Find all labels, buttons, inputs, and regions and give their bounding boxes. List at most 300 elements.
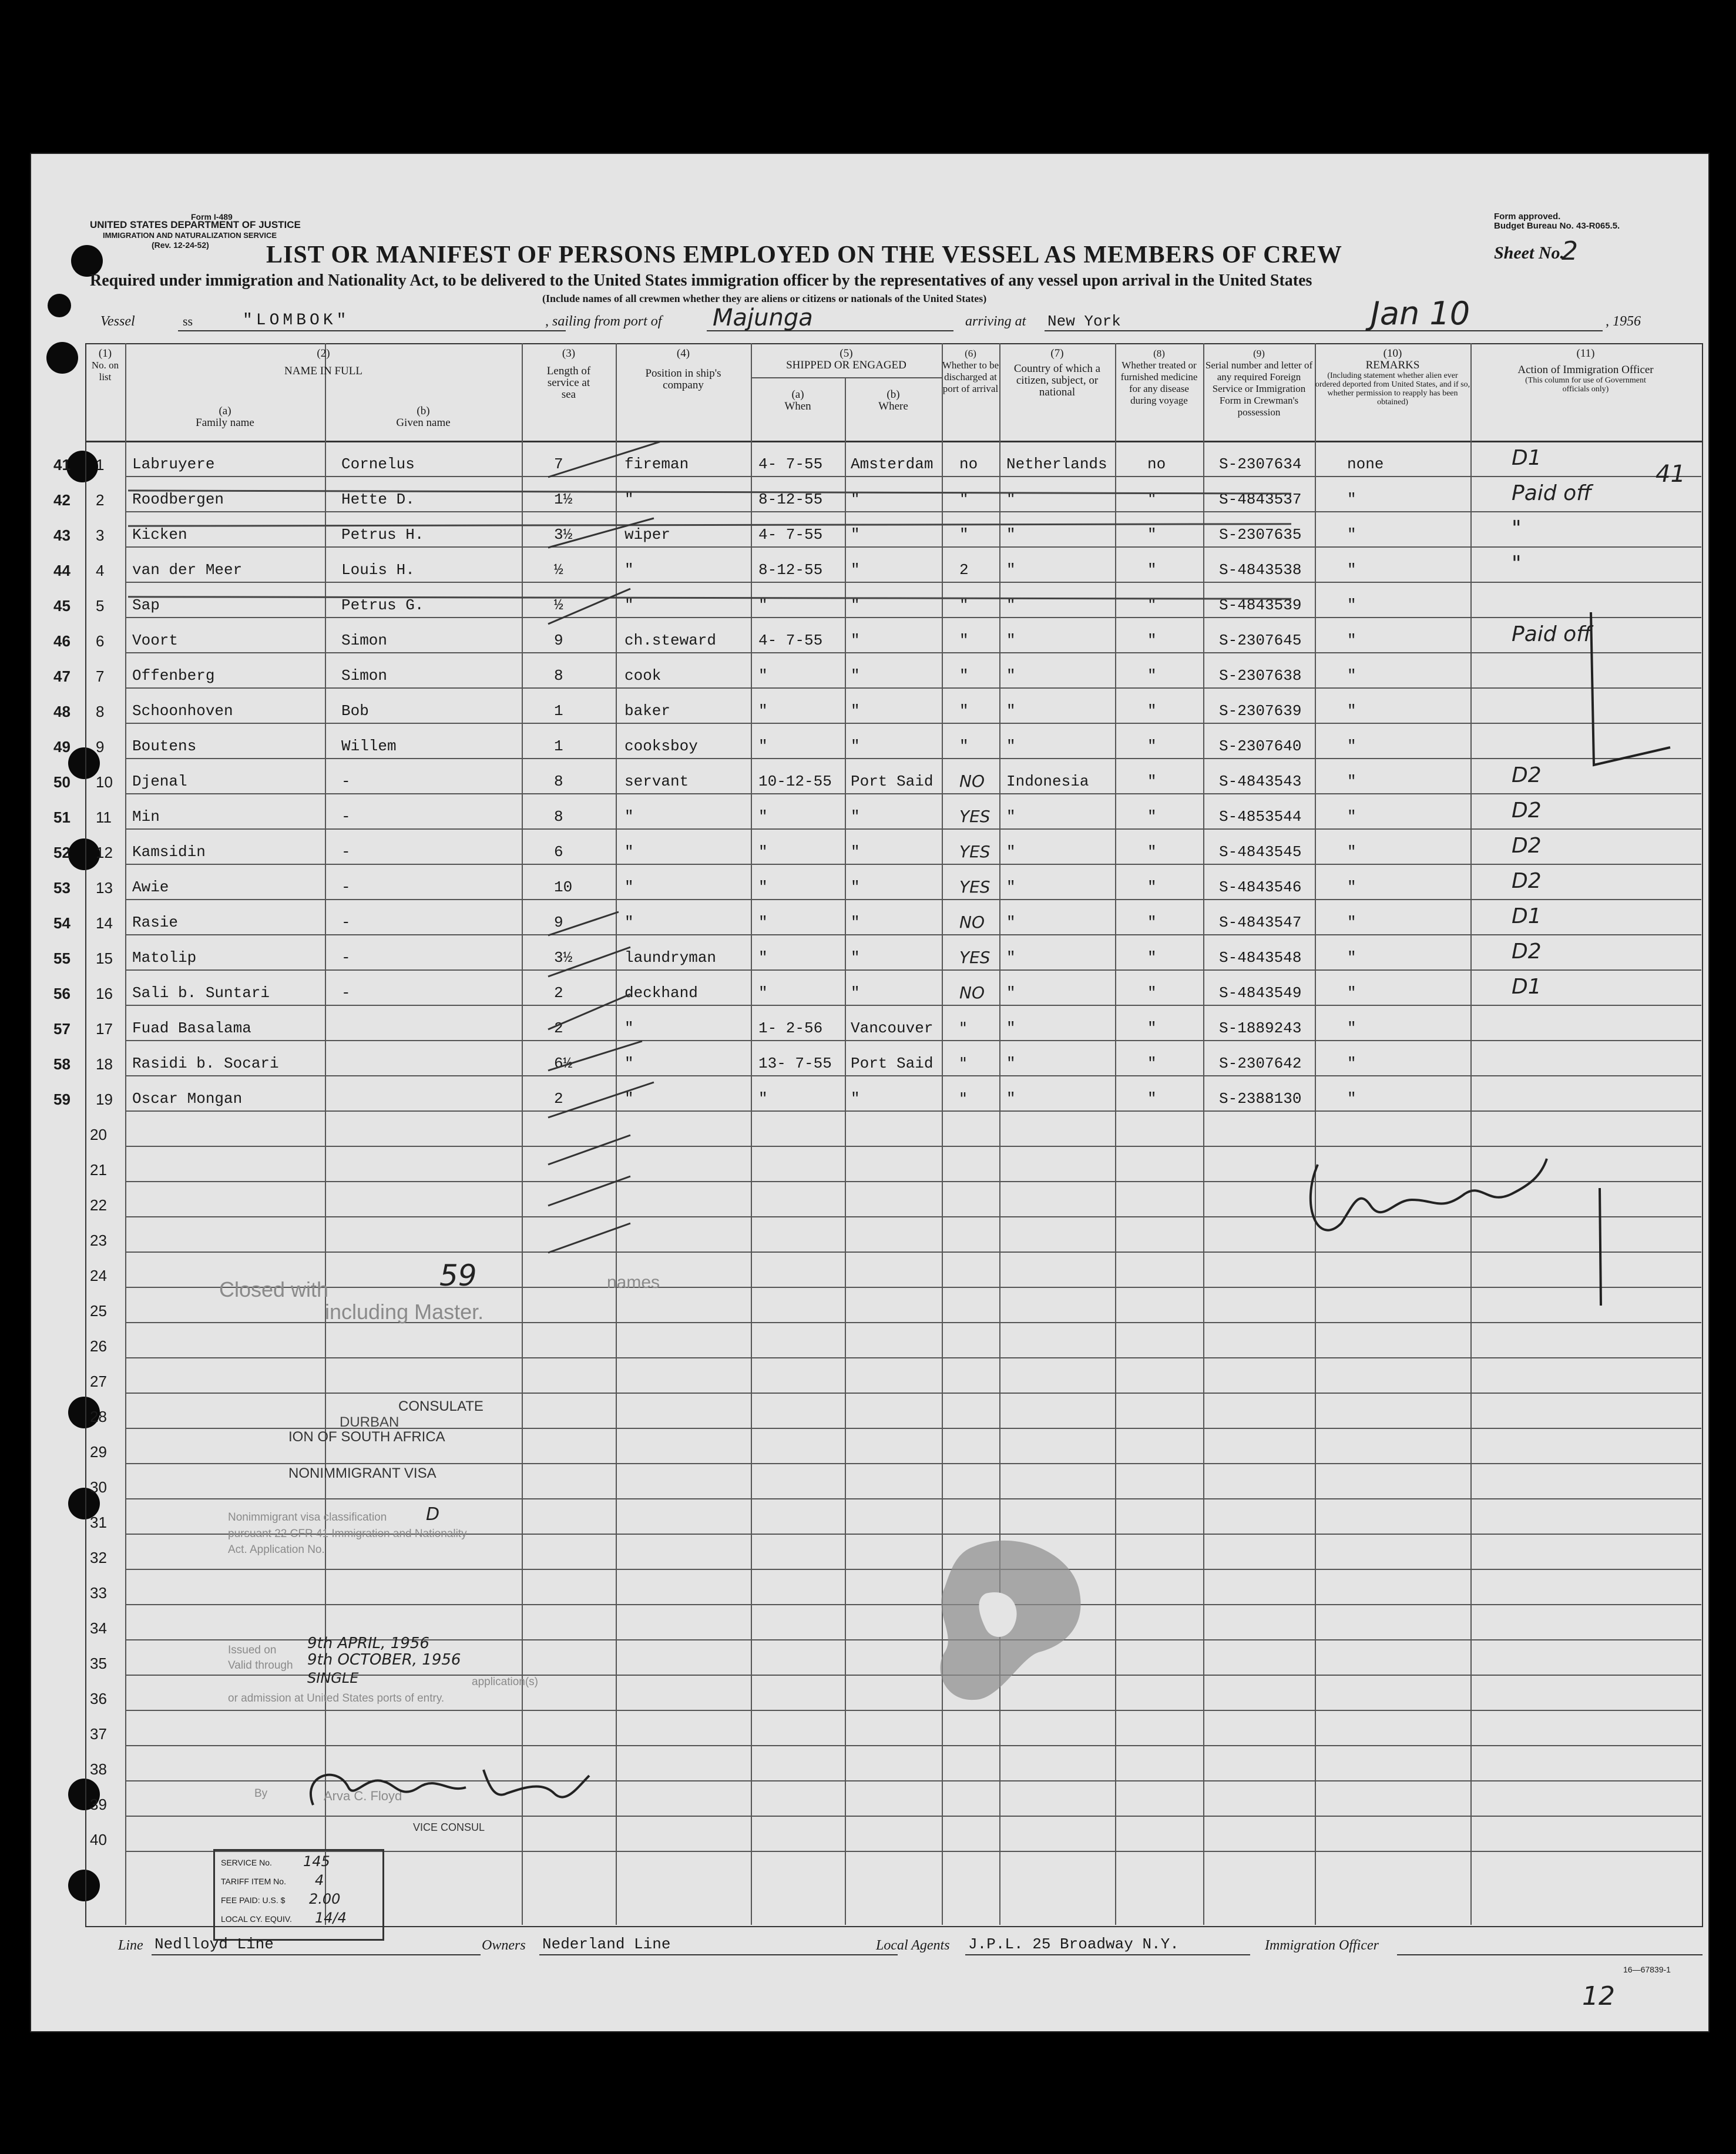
cell-given: - — [341, 808, 351, 826]
cell-remarks: " — [1347, 1055, 1356, 1072]
cell-when: 4- 7-55 — [758, 526, 823, 543]
cell-when: " — [758, 949, 768, 967]
cell-country: " — [1006, 702, 1016, 720]
cell-family: Kicken — [132, 526, 187, 543]
cell-family: Matolip — [132, 949, 197, 967]
cell-serial: S-2307639 — [1219, 702, 1302, 720]
cell-service: 2 — [554, 1019, 563, 1037]
blank-row-number: 26 — [90, 1337, 107, 1355]
cell-serial: S-2307635 — [1219, 526, 1302, 543]
blank-row-number: 33 — [90, 1584, 107, 1602]
cell-given: - — [341, 843, 351, 861]
cell-action: D2 — [1512, 869, 1542, 893]
cell-country: Netherlands — [1006, 455, 1107, 473]
col-4-header: (4) Position in ship's company — [645, 347, 721, 391]
cell-discharge: YES — [959, 877, 990, 897]
col-5-header: (5) SHIPPED OR ENGAGED — [786, 347, 906, 371]
cell-discharge: no — [959, 455, 978, 473]
cell-serial: S-1889243 — [1219, 1019, 1302, 1037]
footer-owners-label: Owners — [482, 1938, 526, 1953]
blank-row-number: 28 — [90, 1408, 107, 1425]
cell-treated: " — [1147, 949, 1157, 967]
manifest-sheet: Form I-489 UNITED STATES DEPARTMENT OF JUSTICE IMMIGRATION AND NATURALIZATION SERVICE (Rev. 12-24-52) Form approved. Budget Bureau No. 43-R065.5. LIST OR MANIFEST OF PERSONS EMPLOYED ON THE VESSEL AS MEMBERS OF CREW Sheet No. 2 Required under immigration and Nationality Act, to be delivered to the United States immigration officer by the representatives of any vessel upon arrival in the United States (Include names of all crewmen whether they are aliens or citizens or nationals of the United States) Vessel ss "LOMBOK" , sailing from port of Majunga arriving at New York Jan 10 , 1956 (1) No. on list (2) NAME IN FULL (a) Family name (b) Given name (3) Length of service at sea (4) Position in ship's company (5) SHIPPED OR ENGAGED (a) When (b) Where (6) Whether to be discharged at port of arrival (7) Country of which a citizen, subject, or national (8) Whether treated or furnished medicine for any disease during voyage (9) Serial number and letter of any required Foreign Service or Immigration Form in Crewman's possession (10) REMARKS (Including statement whether alien ever ordered deported from United States, and if so, whether permission to reapply has been obtained) (11) Action of Immigration Officer (This column for use of Government officials only) 41 1 Labruyere Cornelus 7 fireman 4- 7-55 Amsterdam no Netherlands no S-2307634 none D1 42 2 Roodbergen Hette D. 1½ " 8-12-55 " " " " S-4843537 " Paid off 43 3 Kicken Petrus H. 3½ wiper 4- 7-55 " " " " S-2307635 " " 44 4 van der Meer Louis H. ½ " 8-12-55 " 2 " " S-4843538 " " 45 5 Sap Petrus G. ½ " " " " " " S-4843539 " 46 6 Voort Simon 9 ch.steward 4- 7-55 " " " " S-2307645 " Paid off 47 7 Offenberg Simon 8 cook " " " " " S-2307638 " 48 8 Schoonhoven Bob 1 baker " " " " " S-2307639 " 49 9 Boutens Willem 1 cooksboy " " " " " S-2307640 " 50 10 Djenal - 8 servant 10-12-55 Port Said NO Indonesia " S-4843543 " D2 51 11 Min - 8 " " " YES " " S-4853544 " D2 52 12 Kamsidin - 6 " " " YES " " S-4843545 " D2 53 13 Awie - 10 " " " YES " " S-4843546 " D2 54 14 Rasie - 9 " " " NO " " S-4843547 " D1 55 15 Matolip - 3½ laundryman " " YES " " S-4843548 " D2 56 16 Sali b. Suntari - 2 deckhand " " NO " " S-4843549 " D1 57 17 Fuad Basalama 2 " 1- 2-56 Vancouver " " " S-1889243 " 58 18 Rasidi b. Socari 6½ " 13- 7-55 Port Said " " " S-2307642 " 59 19 Oscar Mongan 2 " " " " " " S-2388130 " 20 21 22 23 24 25 26 27 28 29 30 31 32 33 34 35 36 37 38 39 40 41 Closed with 59 names including Master. CONSULATE DURBAN ION OF SOUTH AFRICA NONIMMIGRANT VISA Nonimmigrant visa classification D pursuant 22 CFR 41 Immigration and Nationality Act. Application No. Issued on 9th APRIL, 1956 Valid through 9th OCTOBER, 1956 SINGLE application(s) or admission at United States ports of entry. By Arva C. Floyd VICE CONSUL SERVICE No. 145 TARIFF ITEM No. 4 FEE PAID: U.S. $ 2.00 LOCAL CY. EQUIV. 14/4 Line Nedlloyd Line Owners Nederland Line Local Agents J.P.L. 25 Broadway N.Y. Immigration Officer 16—67839-1 12 — [31, 154, 1708, 2031]
form-number: Form I-489 — [191, 212, 233, 222]
punch-hole — [48, 294, 71, 317]
row-number: 7 — [96, 667, 105, 685]
outer-row-number: 54 — [53, 914, 70, 932]
cell-when: " — [758, 878, 768, 896]
cell-when: " — [758, 843, 768, 861]
col-8-header: (8) Whether treated or furnished medicine for any disease during voyage — [1120, 348, 1198, 406]
cell-remarks: " — [1347, 596, 1356, 614]
blank-row-number: 40 — [90, 1831, 107, 1848]
cell-remarks: " — [1347, 984, 1356, 1002]
closed-count: 59 — [439, 1259, 477, 1293]
cell-discharge: NO — [959, 912, 985, 932]
outer-row-number: 56 — [53, 985, 70, 1002]
footer-owners-value: Nederland Line — [542, 1935, 671, 1953]
cell-position: ch.steward — [624, 632, 717, 649]
cell-service: 8 — [554, 773, 563, 790]
stain — [886, 1535, 1109, 1711]
cell-action: " — [1512, 552, 1522, 576]
cell-when: " — [758, 667, 768, 685]
cell-remarks: none — [1347, 455, 1384, 473]
cell-given: Simon — [341, 632, 388, 649]
cell-action: D1 — [1512, 446, 1542, 470]
cell-remarks: " — [1347, 737, 1356, 755]
outer-row-number: 55 — [53, 949, 70, 967]
cell-discharge: YES — [959, 948, 990, 967]
cell-family: Rasie — [132, 914, 179, 931]
form-revision: (Rev. 12-24-52) — [152, 240, 209, 250]
cell-country: " — [1006, 737, 1016, 755]
cell-position: " — [624, 1055, 634, 1072]
cell-position: " — [624, 561, 634, 579]
cell-position: " — [624, 491, 634, 508]
cell-family: Awie — [132, 878, 169, 896]
arrival-year: , 1956 — [1606, 314, 1641, 329]
cell-discharge: NO — [959, 771, 985, 791]
cell-given: - — [341, 984, 351, 1002]
cell-remarks: " — [1347, 702, 1356, 720]
cell-family: Roodbergen — [132, 491, 224, 508]
cell-discharge: " — [959, 737, 969, 755]
row-number: 11 — [96, 808, 112, 826]
row-number: 2 — [96, 491, 105, 509]
row-number: 18 — [96, 1055, 113, 1073]
cell-serial: S-4843548 — [1219, 949, 1302, 967]
cell-treated: " — [1147, 632, 1157, 649]
vessel-label: Vessel — [100, 314, 135, 329]
blank-row-number: 34 — [90, 1619, 107, 1637]
cell-family: Schoonhoven — [132, 702, 233, 720]
cell-remarks: " — [1347, 667, 1356, 685]
cell-when: " — [758, 808, 768, 826]
cell-discharge: " — [959, 1053, 967, 1073]
cell-where: Port Said — [851, 1055, 934, 1072]
blank-row-number: 22 — [90, 1196, 107, 1214]
col-1-header: (1) No. on list — [91, 347, 119, 383]
col-2b-header: (b) Given name — [396, 405, 451, 429]
cell-service: 8 — [554, 667, 563, 685]
footer-agents-value: J.P.L. 25 Broadway N.Y. — [968, 1935, 1179, 1953]
outer-row-number: 47 — [53, 667, 70, 685]
list-start-number: 41 — [1656, 461, 1685, 488]
sailing-port: Majunga — [713, 304, 813, 331]
cell-remarks: " — [1347, 632, 1356, 649]
cell-country: " — [1006, 1055, 1016, 1072]
cell-service: 1 — [554, 737, 563, 755]
cell-serial: S-4843538 — [1219, 561, 1302, 579]
cell-country: " — [1006, 667, 1016, 685]
closed-label: Closed with — [219, 1277, 329, 1301]
cell-country: " — [1006, 914, 1016, 931]
cell-country: " — [1006, 949, 1016, 967]
cell-family: Sali b. Suntari — [132, 984, 270, 1002]
cell-treated: " — [1147, 773, 1157, 790]
blank-row-number: 29 — [90, 1443, 107, 1461]
outer-row-number: 46 — [53, 632, 70, 650]
cell-service: 8 — [554, 808, 563, 826]
cell-where: " — [851, 843, 860, 861]
cell-position: laundryman — [624, 949, 717, 967]
cell-position: " — [624, 596, 634, 614]
outer-row-number: 53 — [53, 879, 70, 897]
signature-initials — [1294, 1153, 1559, 1259]
col-2-header: (2) NAME IN FULL — [284, 347, 362, 377]
cell-position: cooksboy — [624, 737, 698, 755]
cell-country: " — [1006, 808, 1016, 826]
cell-discharge: " — [959, 596, 969, 614]
cell-treated: " — [1147, 702, 1157, 720]
bracket-mark — [1559, 606, 1694, 1329]
cell-where: Amsterdam — [851, 455, 934, 473]
cell-service: 10 — [554, 878, 573, 896]
row-number: 1 — [96, 456, 105, 474]
cell-treated: " — [1147, 1090, 1157, 1108]
cell-treated: " — [1147, 667, 1157, 685]
cell-remarks: " — [1347, 526, 1356, 543]
cell-family: van der Meer — [132, 561, 243, 579]
footer-officer-label: Immigration Officer — [1265, 1938, 1379, 1953]
cell-remarks: " — [1347, 561, 1356, 579]
cell-service: 9 — [554, 914, 563, 931]
cell-remarks: " — [1347, 808, 1356, 826]
print-code: 16—67839-1 — [1623, 1965, 1671, 1974]
cell-discharge: 2 — [959, 561, 969, 579]
cell-service: 6½ — [554, 1055, 573, 1072]
row-number: 9 — [96, 738, 105, 756]
cell-action: D2 — [1512, 798, 1542, 823]
cell-when: " — [758, 914, 768, 931]
blank-row-number: 38 — [90, 1760, 107, 1778]
cell-serial: S-4843547 — [1219, 914, 1302, 931]
cell-family: Offenberg — [132, 667, 215, 685]
cell-where: " — [851, 526, 860, 543]
cell-country: " — [1006, 491, 1016, 508]
cell-when: 13- 7-55 — [758, 1055, 832, 1072]
department: UNITED STATES DEPARTMENT OF JUSTICE — [90, 219, 301, 230]
cell-family: Boutens — [132, 737, 197, 755]
blank-row-number: 21 — [90, 1161, 107, 1179]
cell-when: 1- 2-56 — [758, 1019, 823, 1037]
cell-where: " — [851, 737, 860, 755]
cell-where: " — [851, 949, 860, 967]
arriving-port: New York — [1047, 313, 1121, 330]
cell-country: " — [1006, 1019, 1016, 1037]
cell-discharge: YES — [959, 842, 990, 861]
cell-position: fireman — [624, 455, 689, 473]
cell-serial: S-4843543 — [1219, 773, 1302, 790]
closed-word: names — [607, 1273, 660, 1292]
check-marks — [513, 430, 677, 1311]
fee-stamp: SERVICE No. 145 TARIFF ITEM No. 4 FEE PAID: U.S. $ 2.00 LOCAL CY. EQUIV. 14/4 — [213, 1849, 384, 1941]
cell-position: " — [624, 808, 634, 826]
subtitle-note: (Include names of all crewmen whether they are aliens or citizens or nationals of the United States) — [542, 293, 987, 304]
cell-where: " — [851, 667, 860, 685]
cell-remarks: " — [1347, 1090, 1356, 1108]
cell-remarks: " — [1347, 491, 1356, 508]
col-11-header: (11) Action of Immigration Officer (This column for use of Government officials only) — [1517, 347, 1654, 394]
cell-serial: S-4853544 — [1219, 808, 1302, 826]
cell-remarks: " — [1347, 914, 1356, 931]
cell-where: " — [851, 596, 860, 614]
row-number: 12 — [96, 844, 113, 861]
footer-line-value: Nedlloyd Line — [155, 1935, 274, 1953]
row-number: 5 — [96, 597, 105, 615]
cell-discharge: " — [959, 491, 969, 508]
cell-service: 1½ — [554, 491, 573, 508]
cell-position: " — [624, 843, 634, 861]
cell-given: Bob — [341, 702, 369, 720]
cell-service: 2 — [554, 1090, 563, 1108]
cell-family: Rasidi b. Socari — [132, 1055, 279, 1072]
sheet-number: 2 — [1562, 236, 1578, 266]
cell-given: - — [341, 878, 351, 896]
cell-treated: " — [1147, 914, 1157, 931]
cell-family: Oscar Mongan — [132, 1090, 243, 1108]
budget-bureau: Budget Bureau No. 43-R065.5. — [1494, 221, 1620, 231]
cell-given: Willem — [341, 737, 397, 755]
blank-row-number: 25 — [90, 1302, 107, 1320]
blank-row-number: 31 — [90, 1514, 107, 1531]
cell-treated: " — [1147, 843, 1157, 861]
cell-remarks: " — [1347, 878, 1356, 896]
sheet-label: Sheet No. — [1494, 243, 1564, 263]
cell-where: " — [851, 808, 860, 826]
cell-discharge: " — [959, 1018, 967, 1038]
outer-row-number: 49 — [53, 738, 70, 756]
blank-row-number: 23 — [90, 1232, 107, 1249]
cell-service: ½ — [554, 561, 563, 579]
cell-treated: " — [1147, 596, 1157, 614]
cell-serial: S-2307634 — [1219, 455, 1302, 473]
cell-given: Cornelus — [341, 455, 415, 473]
subtitle: Required under immigration and Nationality Act, to be delivered to the United States immigration officer by the representatives of any vessel upon arrival in the United States — [90, 271, 1312, 290]
cell-action: D1 — [1512, 904, 1542, 928]
cell-given: Petrus G. — [341, 596, 424, 614]
row-number: 3 — [96, 526, 105, 544]
blank-row-number: 24 — [90, 1267, 107, 1284]
cell-family: Labruyere — [132, 455, 215, 473]
cell-discharge: " — [959, 526, 969, 543]
cell-treated: " — [1147, 737, 1157, 755]
cell-when: " — [758, 737, 768, 755]
row-number: 4 — [96, 562, 105, 579]
cell-where: " — [851, 878, 860, 896]
outer-row-number: 58 — [53, 1055, 70, 1073]
cell-where: " — [851, 914, 860, 931]
cell-where: " — [851, 1090, 860, 1108]
outer-row-number: 44 — [53, 562, 70, 579]
cell-family: Fuad Basalama — [132, 1019, 251, 1037]
consul-signature — [296, 1752, 624, 1828]
cell-serial: S-2307642 — [1219, 1055, 1302, 1072]
cell-country: " — [1006, 632, 1016, 649]
cell-service: ½ — [554, 596, 563, 614]
cell-treated: " — [1147, 984, 1157, 1002]
outer-row-number: 59 — [53, 1091, 70, 1108]
blank-row-number: 20 — [90, 1126, 107, 1143]
cell-given: Hette D. — [341, 491, 415, 508]
cell-treated: no — [1147, 455, 1166, 473]
blank-row-number: 32 — [90, 1549, 107, 1566]
cell-serial: S-2388130 — [1219, 1090, 1302, 1108]
cell-service: 1 — [554, 702, 563, 720]
col-9-header: (9) Serial number and letter of any required Foreign Service or Immigration Form in Crewman's possession — [1205, 348, 1313, 418]
cell-position: " — [624, 914, 634, 931]
cell-where: " — [851, 491, 860, 508]
row-number: 17 — [96, 1020, 113, 1038]
outer-row-number: 42 — [53, 491, 70, 509]
outer-row-number: 51 — [53, 808, 70, 826]
col-2a-header: (a) Family name — [196, 405, 254, 429]
cell-given: Louis H. — [341, 561, 415, 579]
page-title: LIST OR MANIFEST OF PERSONS EMPLOYED ON THE VESSEL AS MEMBERS OF CREW — [266, 241, 1342, 269]
cell-given: - — [341, 773, 351, 790]
blank-row-number: 36 — [90, 1690, 107, 1707]
cell-discharge: " — [959, 667, 969, 685]
row-number: 16 — [96, 985, 113, 1002]
outer-row-number: 43 — [53, 526, 70, 544]
cell-action: Paid off — [1512, 622, 1592, 646]
cell-when: 8-12-55 — [758, 561, 823, 579]
cell-country: " — [1006, 561, 1016, 579]
outer-row-number: 41 — [53, 456, 70, 474]
cell-treated: " — [1147, 526, 1157, 543]
form-approved: Form approved. — [1494, 212, 1561, 222]
cell-position: cook — [624, 667, 662, 685]
cell-position: " — [624, 1090, 634, 1108]
col-10-header: (10) REMARKS (Including statement whether alien ever ordered deported from United States, and if so, whether permission to reapply has been obtained) — [1315, 347, 1470, 407]
row-number: 10 — [96, 773, 113, 791]
cell-where: Vancouver — [851, 1019, 934, 1037]
cell-where: " — [851, 632, 860, 649]
vessel-prefix: ss — [183, 314, 193, 328]
cell-action: D2 — [1512, 763, 1542, 787]
cell-where: " — [851, 561, 860, 579]
cell-serial: S-2307638 — [1219, 667, 1302, 685]
vessel-name: "LOMBOK" — [243, 311, 350, 330]
cell-service: 9 — [554, 632, 563, 649]
cell-discharge: " — [959, 632, 969, 649]
cell-country: " — [1006, 1090, 1016, 1108]
cell-remarks: " — [1347, 1019, 1356, 1037]
cell-position: " — [624, 1019, 634, 1037]
col-7-header: (7) Country of which a citizen, subject, or national — [1013, 347, 1101, 398]
cell-treated: " — [1147, 1019, 1157, 1037]
cell-where: " — [851, 984, 860, 1002]
cell-country: Indonesia — [1006, 773, 1089, 790]
cell-where: " — [851, 702, 860, 720]
cell-remarks: " — [1347, 773, 1356, 790]
outer-row-number: 57 — [53, 1020, 70, 1038]
cell-serial: S-4843546 — [1219, 878, 1302, 896]
cell-position: " — [624, 878, 634, 896]
corner-number: 12 — [1582, 1981, 1615, 2011]
row-number: 14 — [96, 914, 113, 932]
cell-treated: " — [1147, 878, 1157, 896]
cell-serial: S-4843539 — [1219, 596, 1302, 614]
cell-action: Paid off — [1512, 481, 1592, 505]
cell-action: D2 — [1512, 940, 1542, 964]
punch-hole — [46, 342, 78, 374]
cell-when: " — [758, 702, 768, 720]
blank-row-number: 39 — [90, 1796, 107, 1813]
row-number: 19 — [96, 1091, 113, 1108]
cell-treated: " — [1147, 808, 1157, 826]
outer-row-number: 48 — [53, 703, 70, 720]
row-number: 6 — [96, 632, 105, 650]
cell-serial: S-2307640 — [1219, 737, 1302, 755]
cell-when: 10-12-55 — [758, 773, 832, 790]
cell-treated: " — [1147, 561, 1157, 579]
cell-when: " — [758, 984, 768, 1002]
cell-treated: " — [1147, 491, 1157, 508]
cell-action: D2 — [1512, 834, 1542, 858]
cell-service: 6 — [554, 843, 563, 861]
cell-service: 3½ — [554, 526, 573, 543]
cell-family: Min — [132, 808, 160, 826]
cell-when: 8-12-55 — [758, 491, 823, 508]
footer-agents-label: Local Agents — [876, 1938, 950, 1953]
arrival-date: Jan 10 — [1371, 295, 1470, 332]
blank-row-number: 37 — [90, 1725, 107, 1743]
row-number: 8 — [96, 703, 105, 720]
cell-treated: " — [1147, 1055, 1157, 1072]
blank-row-number: 30 — [90, 1478, 107, 1496]
cell-service: 2 — [554, 984, 563, 1002]
cell-service: 3½ — [554, 949, 573, 967]
cell-position: servant — [624, 773, 689, 790]
outer-row-number: 52 — [53, 844, 70, 861]
cell-family: Voort — [132, 632, 179, 649]
outer-row-number: 50 — [53, 773, 70, 791]
cell-given: - — [341, 949, 351, 967]
cell-when: " — [758, 596, 768, 614]
cell-action: " — [1512, 516, 1522, 541]
cell-serial: S-4843549 — [1219, 984, 1302, 1002]
cell-position: deckhand — [624, 984, 698, 1002]
cell-family: Sap — [132, 596, 160, 614]
cell-serial: S-4843545 — [1219, 843, 1302, 861]
cell-family: Kamsidin — [132, 843, 206, 861]
cell-position: baker — [624, 702, 671, 720]
cell-country: " — [1006, 984, 1016, 1002]
cell-given: Petrus H. — [341, 526, 424, 543]
service-name: IMMIGRATION AND NATURALIZATION SERVICE — [103, 231, 277, 240]
